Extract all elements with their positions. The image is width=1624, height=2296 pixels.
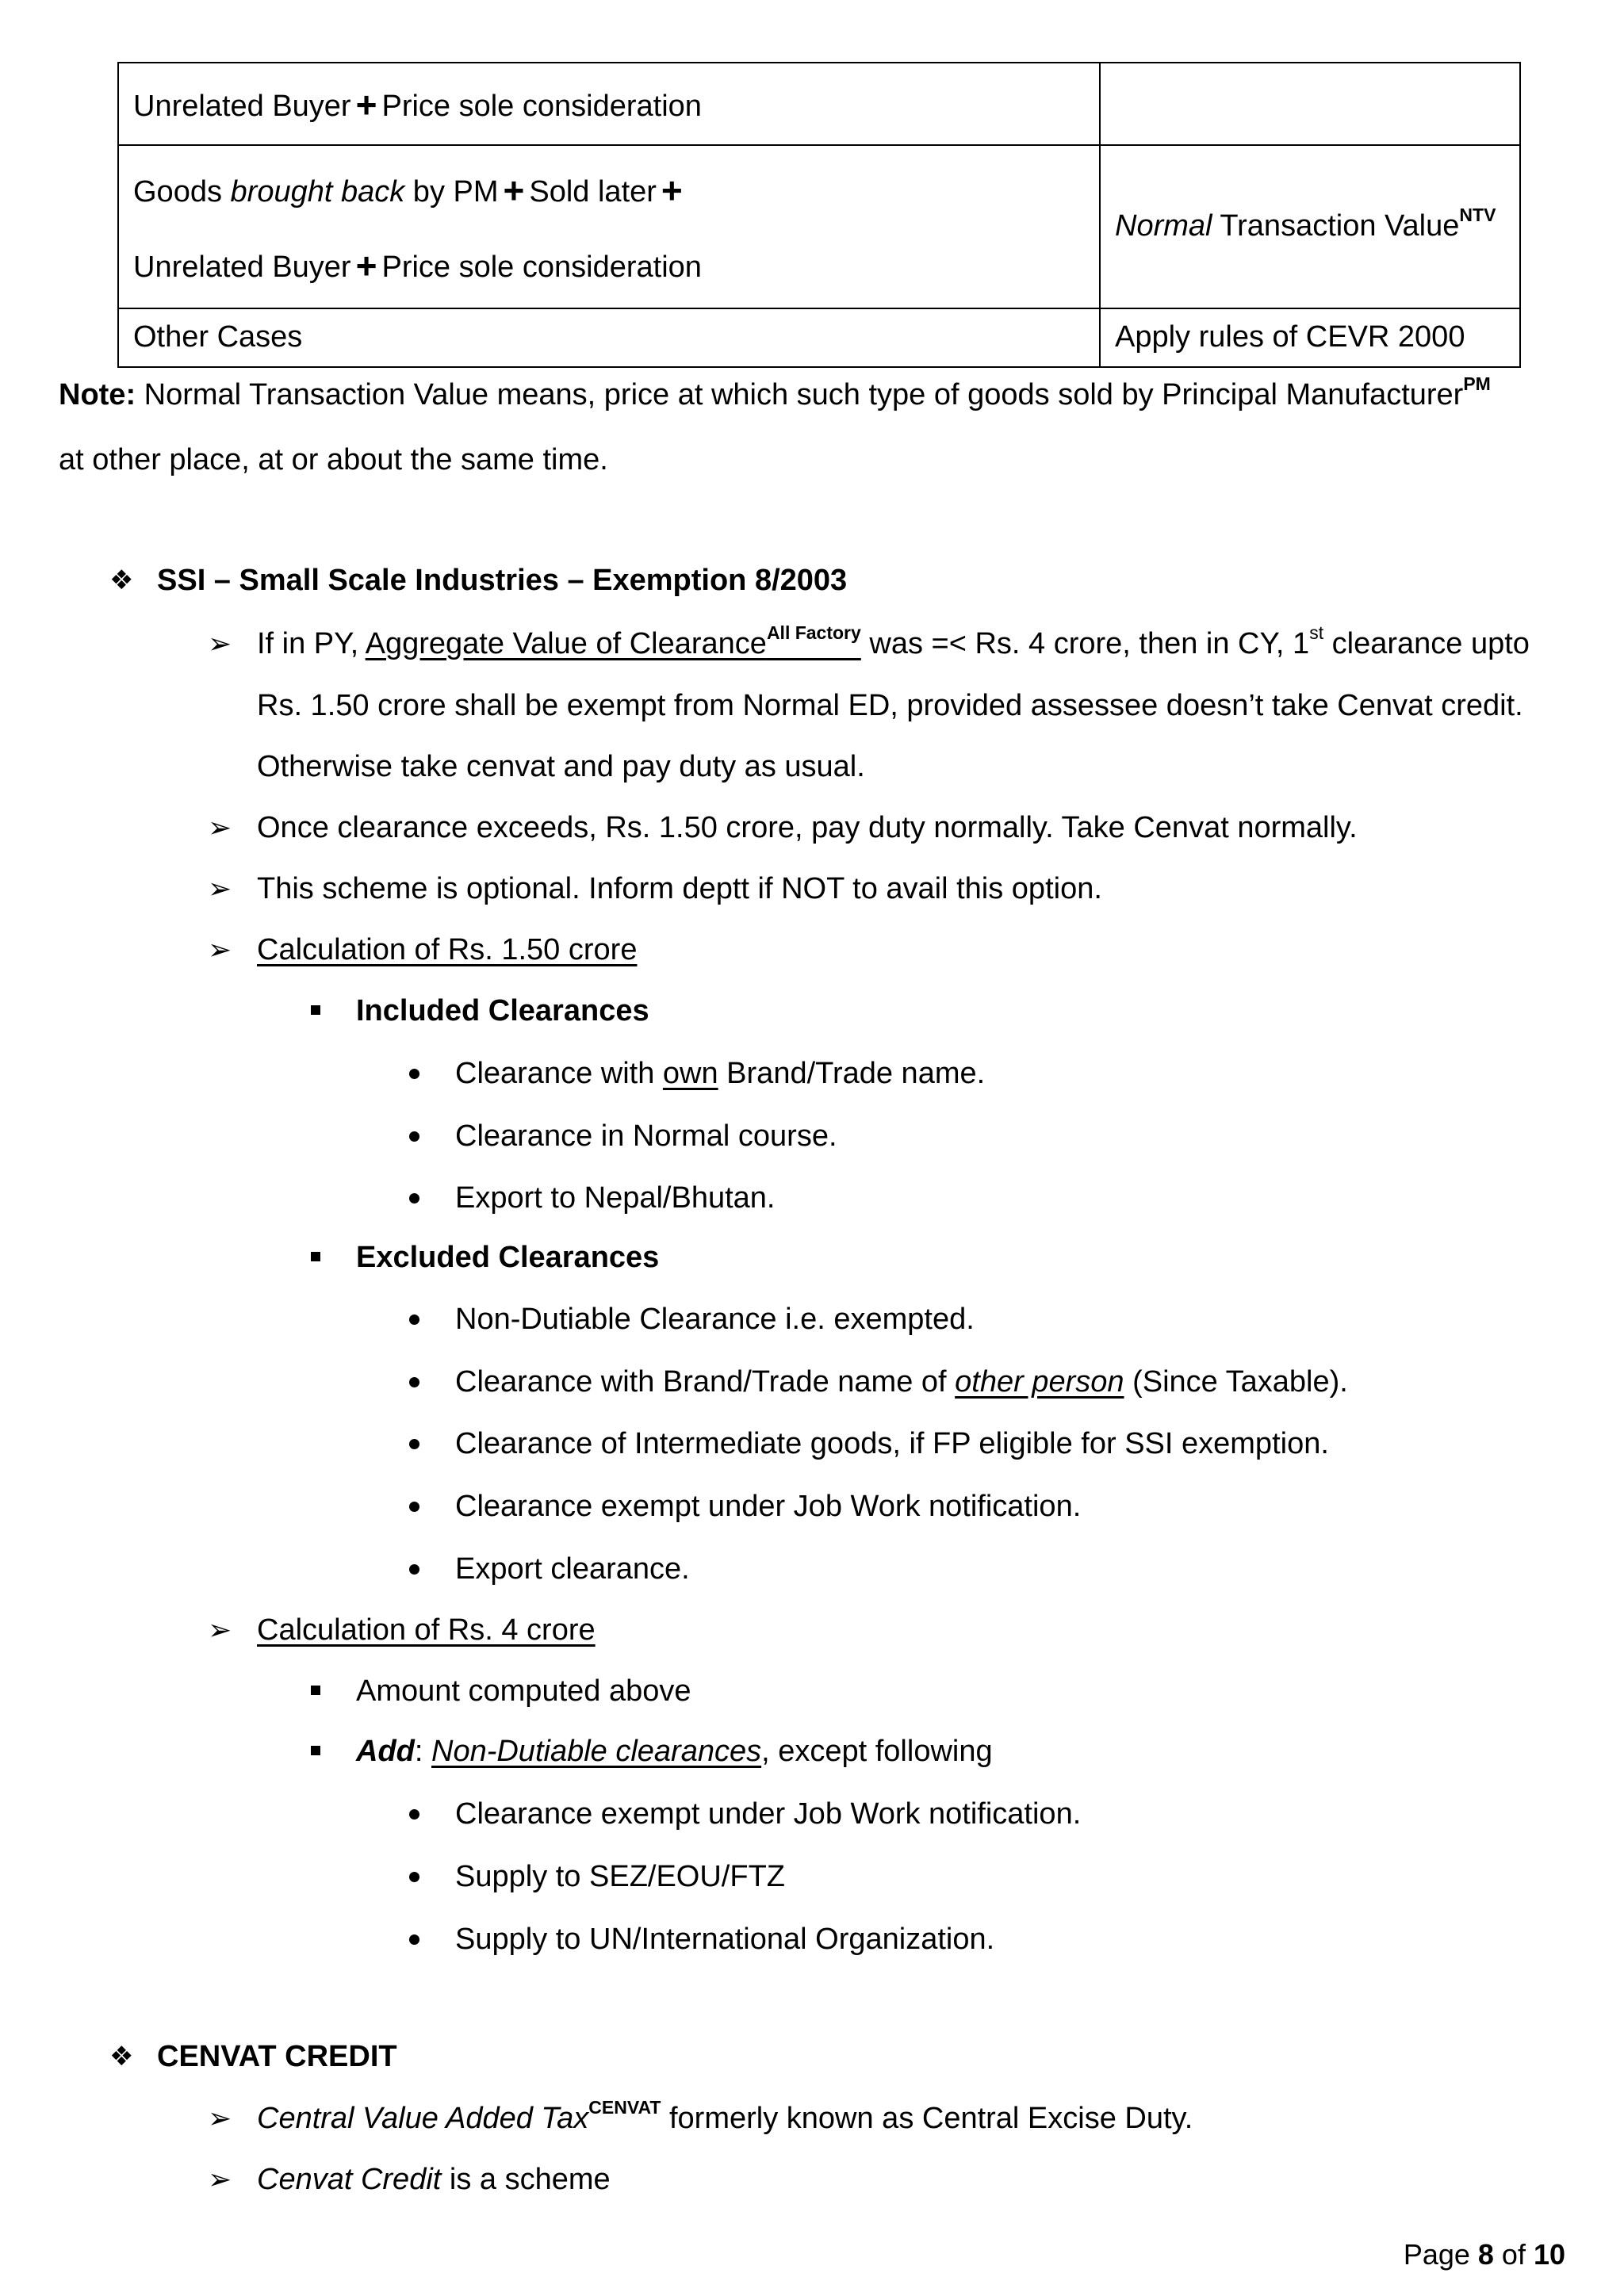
arrow-bullet-icon: ➢: [208, 2163, 232, 2195]
text: If in PY,: [257, 627, 366, 660]
dot-bullet-icon: [409, 1934, 419, 1945]
note-line-2: at other place, at or about the same time.: [59, 443, 608, 476]
excluded-item: Clearance exempt under Job Work notification.: [455, 1490, 1082, 1523]
page-number: [1404, 2237, 1565, 2271]
except-item: Supply to SEZ/EOU/FTZ: [455, 1860, 785, 1893]
plus-icon: +: [661, 169, 683, 211]
square-bullet-icon: [311, 1746, 320, 1755]
excluded-item: Export clearance.: [455, 1552, 690, 1586]
cell-text: Price sole consideration: [381, 90, 702, 124]
included-item: Clearance in Normal course.: [455, 1119, 837, 1153]
arrow-bullet-icon: ➢: [208, 872, 232, 905]
included-item: [455, 1056, 985, 1093]
text: was =< Rs. 4 crore, then in CY, 1: [860, 627, 1310, 660]
table-row: [118, 145, 1520, 308]
text: 10: [1533, 2238, 1565, 2271]
text: (Since Taxable).: [1124, 1365, 1348, 1399]
text: Cenvat Credit: [257, 2163, 442, 2196]
diamond-bullet-icon: ❖: [109, 2042, 134, 2072]
calc-150-heading: Calculation of Rs. 1.50 crore: [257, 933, 638, 966]
note-label: Note:: [59, 378, 136, 411]
dot-bullet-icon: [409, 1314, 419, 1325]
underlined-text: [365, 622, 861, 660]
included-heading: Included Clearances: [356, 994, 649, 1027]
arrow-bullet-icon: ➢: [208, 2102, 232, 2134]
cell-text: Transaction Value: [1212, 209, 1460, 243]
arrow-bullet-icon: ➢: [208, 627, 232, 660]
excluded-item: Clearance of Intermediate goods, if FP eligible for SSI exemption.: [455, 1427, 1329, 1460]
dot-bullet-icon: [409, 1193, 419, 1203]
except-item: Clearance exempt under Job Work notification.: [455, 1797, 1082, 1831]
ssi-point-1: [257, 622, 1530, 663]
dot-bullet-icon: [409, 1069, 419, 1079]
superscript: CENVAT: [588, 2097, 661, 2118]
text: 8: [1477, 2238, 1494, 2271]
calc-item: Amount computed above: [356, 1674, 691, 1708]
square-bullet-icon: [311, 1252, 320, 1261]
cell-text: Goods: [133, 174, 231, 209]
table-cell: [1100, 145, 1520, 308]
text: Add: [356, 1735, 415, 1768]
superscript: All Factory: [766, 622, 861, 643]
dot-bullet-icon: [409, 1809, 419, 1820]
underlined-text: Non-Dutiable clearances: [431, 1735, 762, 1768]
table-cell: [118, 308, 1100, 367]
text: Aggregate Value of Clearance: [365, 627, 767, 660]
cell-text: Apply rules of CEVR 2000: [1115, 320, 1465, 354]
dot-bullet-icon: [409, 1131, 419, 1142]
dot-bullet-icon: [409, 1439, 419, 1449]
table-cell: [1100, 63, 1520, 145]
dot-bullet-icon: [409, 1377, 419, 1387]
table-cell: [118, 63, 1100, 145]
cell-text: Price sole consideration: [381, 251, 702, 284]
excluded-item: [455, 1364, 1348, 1401]
ssi-point-1-line-3: Otherwise take cenvat and pay duty as usual.: [257, 750, 865, 783]
ssi-point-3: This scheme is optional. Inform deptt if NOT to avail this option.: [257, 872, 1102, 905]
note-line-1: [59, 373, 1491, 414]
cell-text: Unrelated Buyer: [133, 251, 351, 284]
text: clearance upto: [1323, 627, 1530, 660]
plus-icon: +: [355, 245, 377, 286]
underlined-text: own: [662, 1057, 718, 1090]
cenvat-point-2: [257, 2162, 611, 2198]
dot-bullet-icon: [409, 1872, 419, 1882]
table-cell: [1100, 308, 1520, 367]
text: Central Value Added Tax: [257, 2102, 589, 2135]
text: Clearance with: [455, 1057, 663, 1090]
text: Brand/Trade name.: [718, 1057, 986, 1090]
diamond-bullet-icon: ❖: [109, 565, 134, 595]
text: formerly known as Central Excise Duty.: [661, 2102, 1193, 2135]
calc-item: [356, 1734, 993, 1770]
valuation-table: [117, 62, 1521, 368]
table-row: [118, 63, 1520, 145]
excluded-item: Non-Dutiable Clearance i.e. exempted.: [455, 1303, 975, 1336]
text: Page: [1403, 2238, 1478, 2271]
cenvat-point-1: [257, 2097, 1193, 2137]
arrow-bullet-icon: ➢: [208, 811, 232, 844]
excluded-heading: Excluded Clearances: [356, 1241, 660, 1274]
superscript: st: [1309, 622, 1324, 643]
square-bullet-icon: [311, 1005, 320, 1015]
cenvat-heading: CENVAT CREDIT: [157, 2040, 397, 2073]
underlined-text: other person: [955, 1365, 1124, 1399]
text: is a scheme: [441, 2163, 611, 2196]
cell-text: Normal: [1115, 209, 1212, 243]
table-row: [118, 308, 1520, 367]
text: Clearance with Brand/Trade name of: [455, 1365, 956, 1399]
plus-icon: +: [355, 84, 377, 126]
table-cell: [118, 145, 1100, 308]
cell-text: brought back: [230, 174, 405, 209]
arrow-bullet-icon: ➢: [208, 1613, 232, 1646]
superscript: PM: [1463, 373, 1491, 394]
dot-bullet-icon: [409, 1502, 419, 1512]
ssi-point-1-line-2: Rs. 1.50 crore shall be exempt from Normal ED, provided assessee doesn’t take Cenvat credit.: [257, 689, 1523, 722]
ssi-heading: SSI – Small Scale Industries – Exemption 8/2003: [157, 564, 848, 597]
cell-line: [133, 243, 1085, 286]
cell-text: Sold later: [529, 174, 657, 209]
square-bullet-icon: [311, 1686, 320, 1695]
except-item: Supply to UN/International Organization.: [455, 1923, 995, 1956]
plus-icon: +: [503, 169, 525, 211]
text: of: [1493, 2238, 1534, 2271]
arrow-bullet-icon: ➢: [208, 933, 232, 966]
calc-4-heading: Calculation of Rs. 4 crore: [257, 1613, 596, 1647]
cell-text: by PM: [404, 174, 499, 209]
note-text: Normal Transaction Value means, price at which such type of goods sold by Principal Manufacturer: [136, 378, 1464, 411]
text: :: [414, 1735, 431, 1768]
included-item: Export to Nepal/Bhutan.: [455, 1181, 776, 1215]
cell-line: [133, 167, 1085, 211]
cell-text: Other Cases: [133, 320, 303, 354]
ssi-point-2: Once clearance exceeds, Rs. 1.50 crore, pay duty normally. Take Cenvat normally.: [257, 811, 1358, 844]
text: , except following: [761, 1735, 993, 1768]
superscript: NTV: [1459, 205, 1496, 226]
dot-bullet-icon: [409, 1564, 419, 1575]
cell-text: Unrelated Buyer: [133, 90, 351, 124]
